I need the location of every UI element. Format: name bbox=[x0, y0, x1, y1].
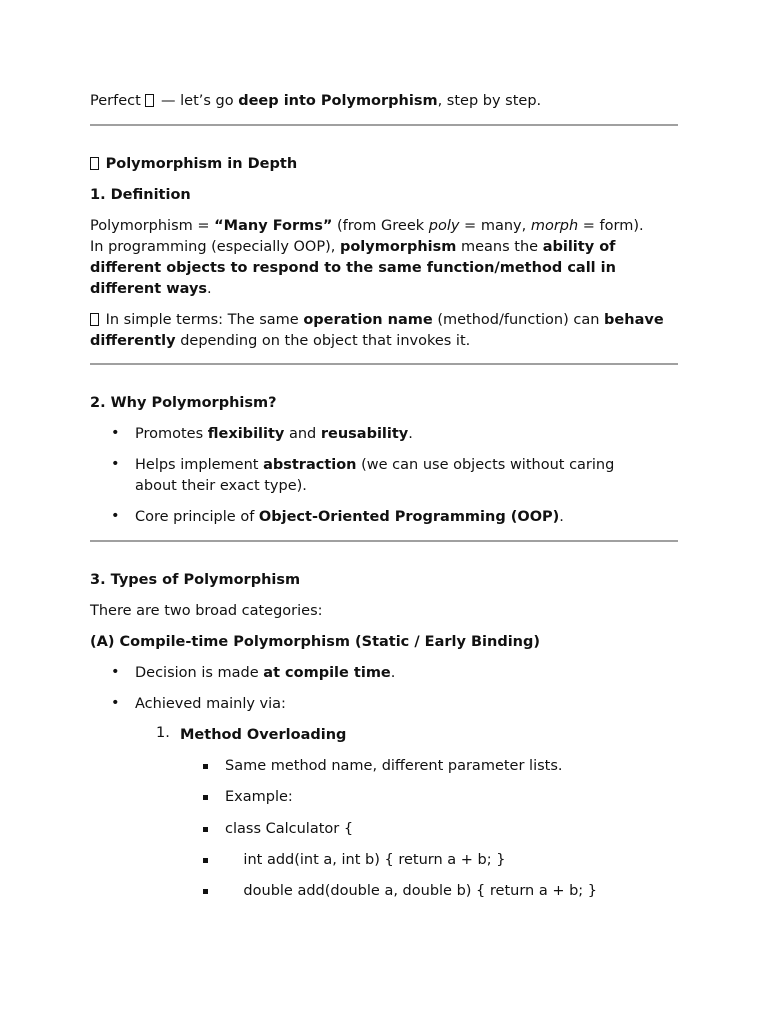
sub-list-item: int add(int a, int b) { return a + b; } bbox=[225, 852, 506, 868]
list-item: Helps implement abstraction (we can use objects without caring about their exact type). bbox=[135, 457, 615, 494]
box-glyph-icon bbox=[90, 157, 99, 170]
box-glyph-icon bbox=[145, 94, 154, 107]
sub-list-item: double add(double a, double b) { return a + b; } bbox=[225, 883, 598, 899]
title-text: Polymorphism in Depth bbox=[105, 156, 298, 172]
bullet-icon: • bbox=[111, 508, 120, 524]
section2-heading: 2. Why Polymorphism? bbox=[90, 395, 277, 411]
square-bullet-icon bbox=[203, 858, 208, 863]
compile-time-heading: (A) Compile-time Polymorphism (Static / Early Binding) bbox=[90, 634, 541, 650]
intro-suffix: , step by step. bbox=[437, 93, 542, 109]
sub-list-item: class Calculator { bbox=[225, 821, 354, 837]
doc-title bbox=[90, 154, 680, 175]
list-item: Core principle of Object-Oriented Programming (OOP). bbox=[135, 509, 564, 525]
square-bullet-icon bbox=[203, 764, 208, 769]
intro-line bbox=[90, 91, 680, 112]
bullet-icon: • bbox=[111, 425, 120, 441]
section3-intro: There are two broad categories: bbox=[90, 603, 323, 619]
section3-heading: 3. Types of Polymorphism bbox=[90, 572, 301, 588]
ordered-item-label: Method Overloading bbox=[180, 727, 347, 743]
square-bullet-icon bbox=[203, 795, 208, 800]
intro-mid: — let’s go bbox=[156, 93, 239, 109]
list-item: Promotes flexibility and reusability. bbox=[135, 426, 413, 442]
bullet-icon: • bbox=[111, 456, 120, 472]
bullet-icon: • bbox=[111, 695, 120, 711]
simple-terms-paragraph: In simple terms: The same operation name (method/function) can behave differently depending on the object that invokes it. bbox=[90, 312, 664, 349]
intro-bold: deep into Polymorphism bbox=[238, 93, 438, 109]
square-bullet-icon bbox=[203, 889, 208, 894]
intro-prefix: Perfect bbox=[90, 93, 146, 109]
section1-heading: 1. Definition bbox=[90, 187, 191, 203]
divider bbox=[90, 124, 678, 126]
list-item: Achieved mainly via: bbox=[135, 696, 286, 712]
sub-list-item: Same method name, different parameter lists. bbox=[225, 758, 563, 774]
divider bbox=[90, 540, 678, 542]
list-item: Decision is made at compile time. bbox=[135, 665, 396, 681]
bullet-icon: • bbox=[111, 664, 120, 680]
divider bbox=[90, 363, 678, 365]
ordered-number: 1. bbox=[156, 725, 170, 741]
box-glyph-icon bbox=[90, 313, 99, 326]
definition-paragraph: Polymorphism = “Many Forms” (from Greek poly = many, morph = form). In programming (especially OOP), polymorphism means the ability of different objects to respond to the same function/method call in different ways. bbox=[90, 218, 644, 297]
sub-list-item: Example: bbox=[225, 789, 293, 805]
square-bullet-icon bbox=[203, 827, 208, 832]
